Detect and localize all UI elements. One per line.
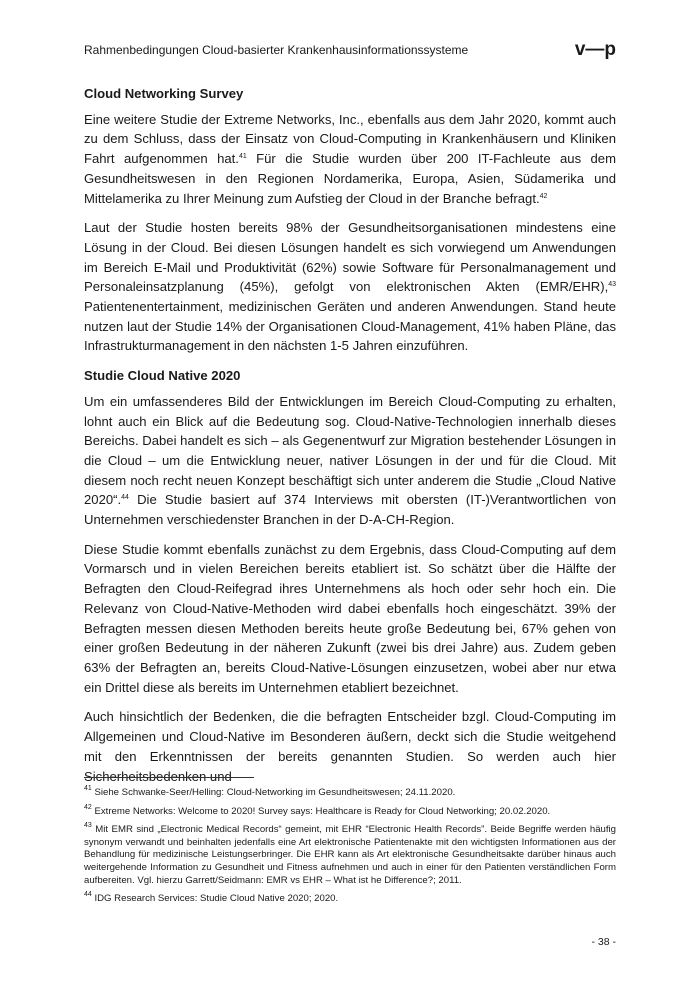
publisher-logo: v—p [574, 39, 616, 60]
footnote-ref: 43 [608, 281, 616, 289]
footnote-separator [84, 777, 254, 778]
text-run: Eine weitere Studie der Extreme Networks, Inc., ebenfalls aus dem Jahr 2020, kommt auch zu dem Schluss, dass der Einsatz von Cloud-Computing in Krankenhäusern und Kliniken Fahrt aufgenommen hat. [84, 111, 616, 167]
text-run: Patientenentertainment, medizinischen Geräten und anderen Anwendungen. Stand heute nutzen laut der Studie 14% der Organisationen Cloud-Management, 41% haben Pläne, das Infrastrukturmanagement in den nächsten 1-5 Jahren einzuführen. [84, 299, 616, 354]
page-number: - 38 - [591, 936, 616, 948]
footnote-ref: 44 [121, 494, 129, 502]
body-paragraph [84, 110, 616, 209]
text-run: Für die Studie wurden über 200 IT-Fachleute aus dem Gesundheitswesen in den Regionen Nordamerika, Europa, Asien, Südamerika und Mittelamerika zu Ihrer Meinung zum Aufstieg der Cloud in der Branche befragt. [84, 151, 617, 206]
footnote-ref: 42 [539, 192, 548, 200]
text-run: Auch hinsichtlich der Bedenken, die die befragten Entscheider bzgl. Cloud-Computing im Allgemeinen und Cloud-Native im Besonderen äußern, deckt sich die Studie weitgehend mit den Erkenntnissen der bereits genannten Studien. So werden auch hier Sicherheitsbedenken und [84, 709, 616, 784]
body-paragraph [84, 540, 616, 698]
footnote-text: Siehe Schwanke-Seer/Helling: Cloud-Networking im Gesundheitswesen; 24.11.2020. [91, 787, 456, 798]
footnote [84, 893, 616, 906]
body-paragraph [84, 392, 616, 530]
section-heading: Cloud Networking Survey [84, 86, 244, 101]
text-run: Diese Studie kommt ebenfalls zunächst zu dem Ergebnis, dass Cloud-Computing auf dem Vormarsch und in vielen Bereichen bereits etabliert ist. So schätzt über die Hälfte der Befragten den Cloud-Reifegrad ihres Unternehmens als hoch oder sehr hoch ein. Die Relevanz von Cloud-Native-Methoden wird dabei ebenfalls hoch eingeschätzt. 39% der Befragten messen diesen Methoden bereits heute große Bedeutung bei, 67% gehen von einer großen Bedeutung in der näheren Zukunft (zwei bis drei Jahre) aus. Zudem geben 63% der Befragten an, bereits Cloud-Native-Lösungen einzusetzen, wobei aber nur etwa ein Drittel diese als bereits im Unternehmen etabliert bezeichnet. [84, 541, 616, 695]
footnote-text: Extreme Networks: Welcome to 2020! Survey says: Healthcare is Ready for Cloud Networking; 20.02.2020. [91, 805, 551, 817]
footnote-number: 42 [84, 803, 92, 811]
text-run: Laut der Studie hosten bereits 98% der Gesundheitsorganisationen mindestens eine Lösung in der Cloud. Bei diesen Lösungen handelt es sich vorwiegend um Anwendungen im Bereich E-Mail und Produktivität (62%) sowie Software für Personalmanagement und Personaleinsatzplanung (45%), gefolgt von elektronischen Akten (EMR/EHR), [84, 220, 616, 295]
footnote-ref: 41 [238, 153, 247, 161]
section-heading: Studie Cloud Native 2020 [84, 368, 241, 384]
body-paragraph [84, 218, 616, 356]
body-paragraph [84, 707, 616, 786]
header-title: Rahmenbedingungen Cloud-basierter Krankenhausinformationssysteme [84, 43, 469, 57]
footnote-number: 43 [84, 822, 92, 830]
text-run: Um ein umfassenderes Bild der Entwicklungen im Bereich Cloud-Computing zu erhalten, lohnt auch ein Blick auf die Bedeutung sog. Cloud-Native-Technologien innerhalb dieses Bereichs. Dabei handelt es sich – als Gegenentwurf zur Migration bestehender Lösungen in die Cloud – um die Entwicklung neuer, nativer Lösungen in der und für die Cloud. Mit diesem noch recht neuen Konzept beschäftigt sich unter anderem die Studie „Cloud Native 2020“. [84, 393, 616, 508]
footnote [84, 824, 616, 887]
footnote [84, 787, 616, 800]
footnote-text: Mit EMR sind „Electronic Medical Records“ gemeint, mit EHR “Electronic Health Records”. Beide Begriffe werden häufig synonym verwandt und beinhalten jedenfalls eine Art elektronische Patientenakte mit den wichtigsten Informationen aus der Behandlung für medizinische Leistungserbringer. Die EHR kann als Art elektronische Gesundheitsakte darüber hinaus auch weitergehende Information zu Gesundheit und Fitness aufnehmen und auch in einer für den Patienten verständlichen Form aufbereiten. Vgl. hierzu Garrett/Seidmann: EMR vs EHR – What ist he Difference?; 2011. [84, 824, 616, 886]
page-header [84, 38, 616, 62]
main-content [84, 84, 616, 796]
footnote-number: 41 [84, 785, 92, 792]
footnote-number: 44 [84, 891, 92, 899]
footnote-text: IDG Research Services: Studie Cloud Native 2020; 2020. [91, 893, 339, 905]
footnote [84, 803, 616, 819]
text-run: Die Studie basiert auf 374 Interviews mit obersten (IT-)Verantwortlichen von Unternehmen verschiedenster Branchen in der D-A-CH-Region. [84, 492, 616, 528]
footnotes [84, 787, 616, 912]
